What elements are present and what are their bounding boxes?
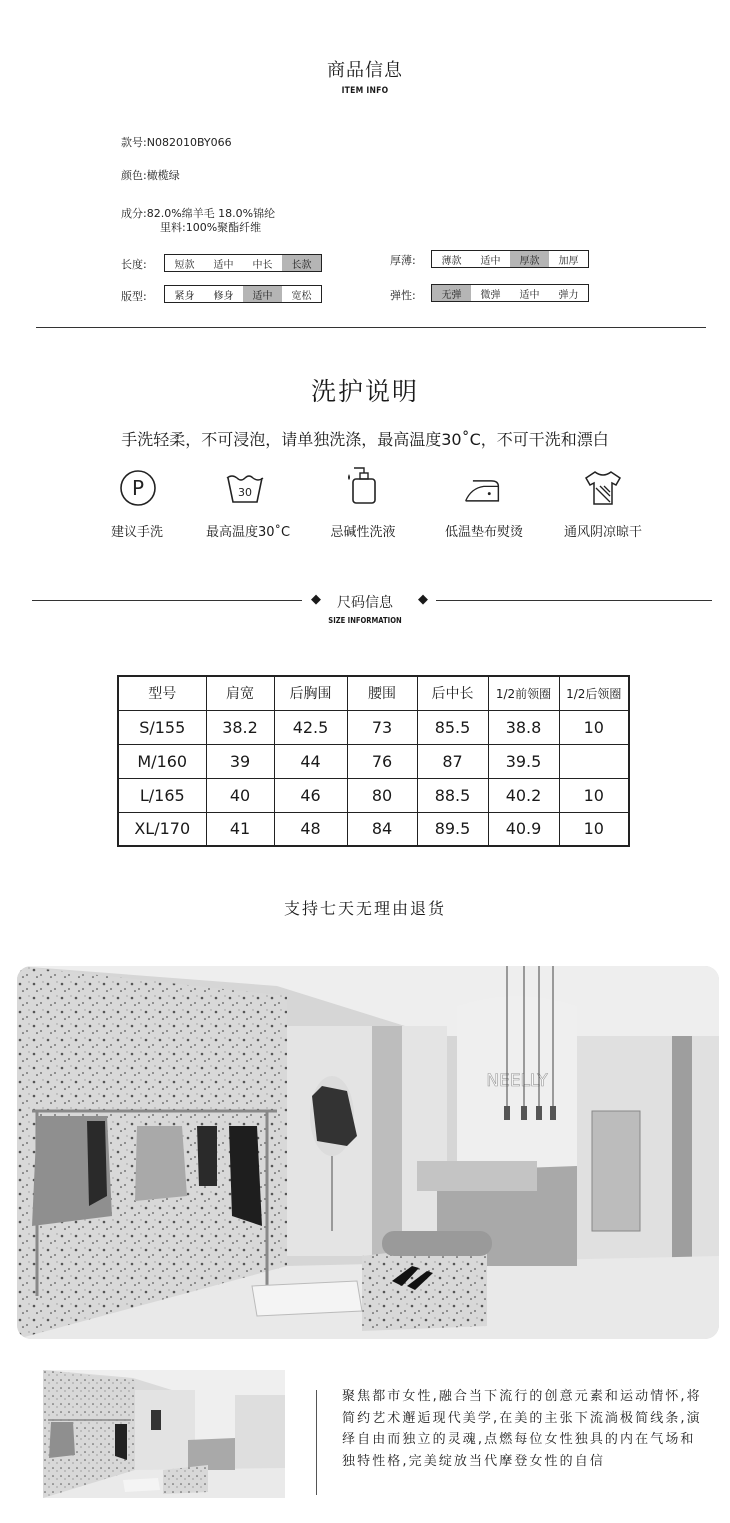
table-cell: 40 bbox=[206, 778, 274, 812]
table-cell: 39.5 bbox=[488, 744, 559, 778]
table-cell bbox=[559, 744, 629, 778]
detergent-bottle-icon bbox=[342, 465, 382, 505]
diamond-icon: ◆ bbox=[418, 592, 428, 607]
product-info-title: 商品信息 bbox=[327, 60, 403, 81]
length-option: 适中 bbox=[213, 259, 234, 271]
color-row bbox=[121, 167, 180, 183]
style-number-value: N082010BY066 bbox=[146, 136, 232, 149]
elasticity-label: 弹性: bbox=[390, 289, 416, 302]
size-title: 尺码信息 bbox=[337, 595, 393, 611]
table-row bbox=[118, 812, 629, 846]
description-divider bbox=[316, 1390, 317, 1495]
table-cell: XL/170 bbox=[118, 812, 206, 846]
shade-dry-shirt-icon bbox=[582, 468, 622, 508]
header-cell: 肩宽 bbox=[206, 676, 274, 710]
table-row bbox=[118, 778, 629, 812]
elasticity-option: 无弹 bbox=[432, 285, 471, 301]
table-cell: M/160 bbox=[118, 744, 206, 778]
iron-icon bbox=[462, 470, 502, 510]
table-cell: L/165 bbox=[118, 778, 206, 812]
length-label: 长度: bbox=[121, 258, 147, 271]
table-cell: 10 bbox=[559, 812, 629, 846]
care-title: 洗护说明 bbox=[310, 377, 419, 406]
care-label-temperature: 最高温度30˚C bbox=[205, 525, 291, 540]
section-divider bbox=[36, 327, 706, 328]
care-label-ironing: 低温垫布熨烫 bbox=[444, 525, 523, 540]
fit-option: 宽松 bbox=[291, 290, 312, 302]
table-cell: 40.9 bbox=[488, 812, 559, 846]
style-number-label: 款号: bbox=[121, 136, 147, 149]
table-cell: 10 bbox=[559, 778, 629, 812]
store-thumbnail bbox=[43, 1370, 285, 1498]
lining-row: 里料:100%聚酯纤维 bbox=[160, 221, 262, 234]
style-number-row bbox=[121, 134, 232, 150]
size-divider-right bbox=[436, 600, 712, 601]
table-cell: 85.5 bbox=[417, 710, 488, 744]
table-cell: 10 bbox=[559, 710, 629, 744]
composition-value: 82.0%绵羊毛 18.0%锦纶 bbox=[146, 207, 276, 220]
hand-wash-p-icon bbox=[118, 468, 158, 508]
table-cell: 40.2 bbox=[488, 778, 559, 812]
table-row bbox=[118, 710, 629, 744]
length-scale bbox=[164, 254, 322, 272]
composition-label: 成分: bbox=[121, 207, 147, 220]
header-cell: 1/2前领圈 bbox=[488, 676, 559, 710]
returns-note: 支持七天无理由退货 bbox=[283, 899, 446, 918]
wash-temp-text: 30 bbox=[238, 486, 252, 499]
table-cell: 87 bbox=[417, 744, 488, 778]
care-label-detergent: 忌碱性洗液 bbox=[330, 525, 396, 540]
table-cell: 39 bbox=[206, 744, 274, 778]
elasticity-option: 适中 bbox=[519, 289, 540, 301]
fit-option: 适中 bbox=[243, 286, 282, 302]
table-header-row bbox=[118, 676, 629, 710]
table-cell: 88.5 bbox=[417, 778, 488, 812]
store-photo bbox=[17, 966, 719, 1339]
table-cell: 48 bbox=[274, 812, 347, 846]
hand-wash-p-text: P bbox=[131, 476, 145, 500]
table-cell: 42.5 bbox=[274, 710, 347, 744]
table-cell: 84 bbox=[347, 812, 417, 846]
diamond-icon: ◆ bbox=[311, 592, 321, 607]
brand-sign: NEELLY bbox=[486, 1071, 548, 1091]
table-cell: 41 bbox=[206, 812, 274, 846]
header-cell: 1/2后领圈 bbox=[559, 676, 629, 710]
thickness-label: 厚薄: bbox=[390, 254, 416, 267]
table-cell: 44 bbox=[274, 744, 347, 778]
table-cell: 89.5 bbox=[417, 812, 488, 846]
table-cell: 76 bbox=[347, 744, 417, 778]
brand-description: 聚焦都市女性,融合当下流行的创意元素和运动情怀,将简约艺术邂逅现代美学,在美的主张下流淌极简线条,演绎自由而独立的灵魂,点燃每位女性独具的内在气场和独特性格,完美绽放当代摩登女性的自信 bbox=[342, 1389, 702, 1469]
thickness-scale bbox=[431, 250, 589, 268]
thickness-option: 薄款 bbox=[441, 255, 462, 267]
elasticity-option: 微弹 bbox=[480, 289, 501, 301]
wash-tub-30-icon bbox=[225, 468, 265, 508]
store-thumbnail-illustration bbox=[43, 1370, 285, 1498]
elasticity-option: 弹力 bbox=[558, 289, 579, 301]
thickness-option: 厚款 bbox=[510, 251, 549, 267]
fit-scale bbox=[164, 285, 322, 303]
table-cell: 38.2 bbox=[206, 710, 274, 744]
length-option: 短款 bbox=[174, 259, 195, 271]
elasticity-scale bbox=[431, 284, 589, 302]
color-label: 颜色: bbox=[121, 169, 147, 182]
length-option: 长款 bbox=[282, 255, 321, 271]
care-label-drying: 通风阴凉晾干 bbox=[563, 525, 642, 540]
color-value: 橄榄绿 bbox=[146, 169, 180, 182]
header-cell: 腰围 bbox=[347, 676, 417, 710]
care-label-handwash: 建议手洗 bbox=[110, 525, 163, 540]
header-cell: 型号 bbox=[118, 676, 206, 710]
fit-option: 修身 bbox=[213, 290, 234, 302]
header-cell: 后胸围 bbox=[274, 676, 347, 710]
size-subtitle: SIZE INFORMATION bbox=[328, 616, 402, 625]
table-cell: 80 bbox=[347, 778, 417, 812]
header-cell: 后中长 bbox=[417, 676, 488, 710]
care-subtitle: 手洗轻柔，不可浸泡，请单独洗涤，最高温度30˚C，不可干洗和漂白 bbox=[121, 430, 609, 449]
fit-label: 版型: bbox=[121, 290, 147, 303]
thickness-option: 适中 bbox=[480, 255, 501, 267]
table-cell: 46 bbox=[274, 778, 347, 812]
table-cell: 73 bbox=[347, 710, 417, 744]
table-row bbox=[118, 744, 629, 778]
thickness-option: 加厚 bbox=[558, 255, 579, 267]
fit-option: 紧身 bbox=[174, 290, 195, 302]
store-illustration bbox=[17, 966, 719, 1339]
table-cell: 38.8 bbox=[488, 710, 559, 744]
size-table bbox=[117, 675, 630, 847]
length-option: 中长 bbox=[252, 259, 273, 271]
product-info-subtitle: ITEM INFO bbox=[341, 86, 389, 96]
table-cell: S/155 bbox=[118, 710, 206, 744]
